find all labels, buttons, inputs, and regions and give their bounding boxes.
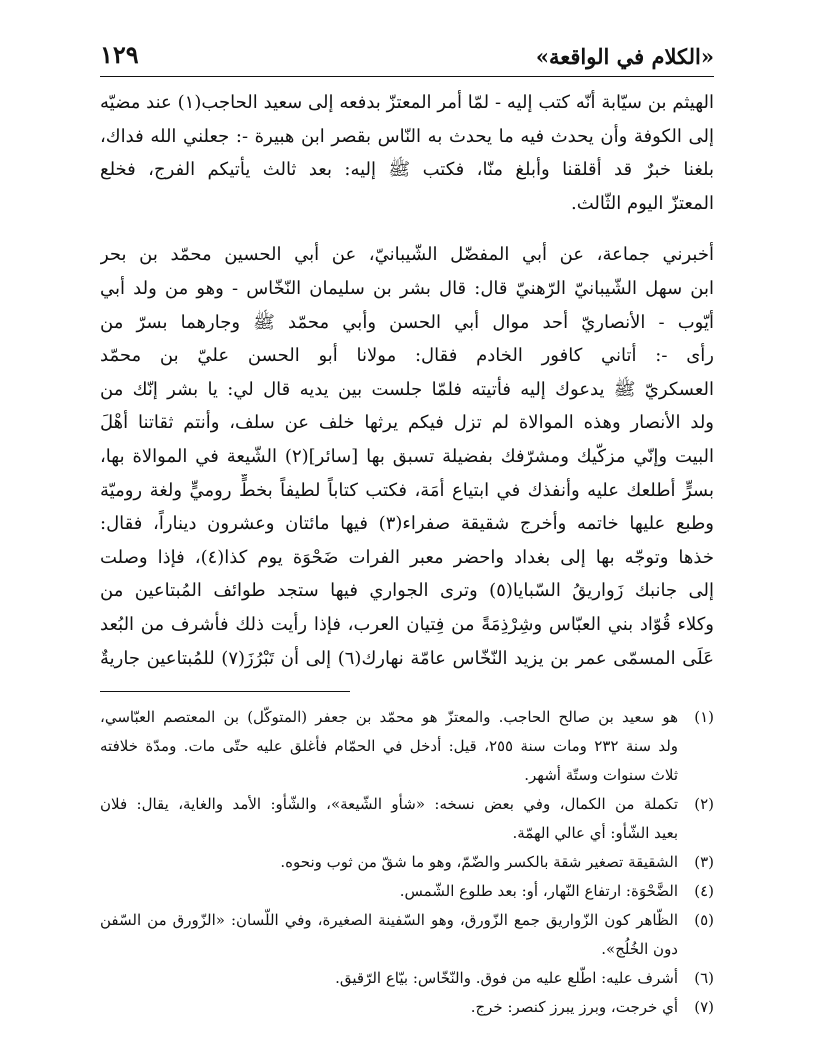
footnote-text: الظّاهر كون الزّواريق جمع الزّورق، وهو السّفينة الصغيرة، وفي اللّسان: «الزّورق من السّفن xyxy=(100,911,678,929)
text-line: عَلَى المسمّى عمر بن يزيد النّخّاس عامّة نهارك(٦) إلى أن تَبْرُزَ(٧) للمُبتاعين جاريةٌ xyxy=(100,647,714,669)
footnote-number: (٧) xyxy=(694,998,714,1016)
footnote-text: تكملة من الكمال، وفي بعض نسخه: «شأو الشّيعة»، والشّأو: الأمد والغاية، يقال: فلان xyxy=(100,795,678,813)
main-text xyxy=(100,86,714,675)
text-line: ابن سهل الشّيبانيّ الرّهنيّ قال: قال بشر بن سليمان النّخّاس - وهو من ولد أبي xyxy=(100,277,714,299)
footnote-number: (٣) xyxy=(694,853,714,871)
footnote-number: (٤) xyxy=(694,882,714,900)
footnotes xyxy=(100,703,714,1022)
footnote-text: الضَّحْوَة: ارتفاع النّهار، أو: بعد طلوع الشّمس. xyxy=(399,882,678,900)
page-header xyxy=(100,36,714,77)
footnote-line xyxy=(100,790,714,819)
paragraph-gap xyxy=(100,220,714,238)
footnote-number: (٥) xyxy=(694,911,714,929)
text-line: ولد الأنصار وهذه الموالاة لم تزل فيكم يرثها خلف عن سلف، وأنتم ثقاتنا أهْلَ xyxy=(100,412,714,434)
footnote-text: هو سعيد بن صالح الحاجب. والمعتزّ هو محمّد بن جعفر (المتوكّل) بن المعتصم العبّاسي، xyxy=(100,708,678,726)
text-line: وطبع عليها خاتمه وأخرج شقيقة صفراء(٣) فيها مائتان وعشرون ديناراً، فقال: xyxy=(100,513,714,535)
text-line: إلى جانبك زَواريقُ السّبايا(٥) وترى الجواري فيها ستجد طوائف المُبتاعين من xyxy=(100,580,714,602)
footnote-separator xyxy=(100,691,350,692)
text-line: رأى -: أتاني كافور الخادم فقال: مولانا أبو الحسن عليّ بن محمّد xyxy=(100,345,714,367)
text-line: بلغنا خبرٌ قد أقلقنا وأبلغ منّا، فكتب ﷺ إليه: بعد ثالث يأتيكم الفرج، فخلع xyxy=(100,159,714,181)
text-line: بسرٍّ أطلعك عليه وأنفذك في ابتياع أمَة، فكتب كتاباً لطيفاً بخطٍّ روميٍّ ولغة روميّة xyxy=(100,479,714,501)
footnote-text: دون الخُلُج». xyxy=(601,940,678,958)
text-line: البيت وإنّي مزكّيك ومشرّفك بفضيلة تسبق بها [سائر](٢) الشّيعة في الموالاة بها، xyxy=(100,445,714,467)
footnote-number: (٦) xyxy=(694,969,714,987)
footnote-line xyxy=(100,732,714,761)
footnote-line xyxy=(100,964,714,993)
footnote-line xyxy=(100,906,714,935)
text-line: أيّوب - الأنصاريّ أحد موال أبي الحسن وأبي محمّد ﷺ وجارهما بسرّ من xyxy=(100,311,714,333)
footnote-line xyxy=(100,993,714,1022)
footnote-line xyxy=(100,761,714,790)
footnote-number: (١) xyxy=(694,708,714,726)
text-line: أخبرني جماعة، عن أبي المفضّل الشّيبانيّ، عن أبي الحسين محمّد بن بحر xyxy=(100,244,714,266)
footnote-text: ثلاث سنوات وستّة أشهر. xyxy=(524,766,678,784)
footnote-text: أشرف عليه: اطّلع عليه من فوق. والنّخّاس: بيّاع الرّقيق. xyxy=(335,969,678,987)
footnote-text: الشقيقة تصغير شقة بالكسر والضّمّ، وهو ما شقّ من ثوب ونحوه. xyxy=(280,853,678,871)
footnote-text: بعيد الشّأو: أي عالي الهمّة. xyxy=(512,824,678,842)
text-line: المعتزّ اليوم الثّالث. xyxy=(570,192,714,214)
footnote-line xyxy=(100,848,714,877)
running-title: «الكلام في الواقعة» xyxy=(535,44,714,69)
text-line: العسكريّ ﷺ يدعوك إليه فأتيته فلمّا جلست بين يديه قال لي: يا بشر إنّك من xyxy=(100,378,714,400)
text-line: وكلاء قُوّاد بني العبّاس وشِرْذِمَةً من فِتيان العرب، فإذا رأيت ذلك فأشرف من البُعد xyxy=(100,613,714,635)
footnote-line xyxy=(100,819,714,848)
footnote-text: أي خرجت، وبرز يبرز كنصر: خرج. xyxy=(470,998,678,1016)
text-line: إلى الكوفة وأن يحدث فيه ما يحدث به النّاس بقصر ابن هبيرة -: جعلني الله فداك، xyxy=(100,125,714,147)
footnote-line xyxy=(100,935,714,964)
footnote-line xyxy=(100,703,714,732)
page-number: ١٢٩ xyxy=(100,40,139,69)
text-line: الهيثم بن سيّابة أنّه كتب إليه - لمّا أمر المعتزّ بدفعه إلى سعيد الحاجب(١) عند مضيّه xyxy=(100,92,714,113)
footnote-number: (٢) xyxy=(694,795,714,813)
footnote-text: ولد سنة ٢٣٢ ومات سنة ٢٥٥، قيل: أدخل في الحمّام فأغلق عليه حتّى مات. ومدّة خلافته xyxy=(100,737,679,755)
text-line: خذها وتوجّه بها إلى بغداد واحضر معبر الفرات ضَحْوَة يوم كذا(٤)، فإذا وصلت xyxy=(100,546,714,568)
footnote-line xyxy=(100,877,714,906)
